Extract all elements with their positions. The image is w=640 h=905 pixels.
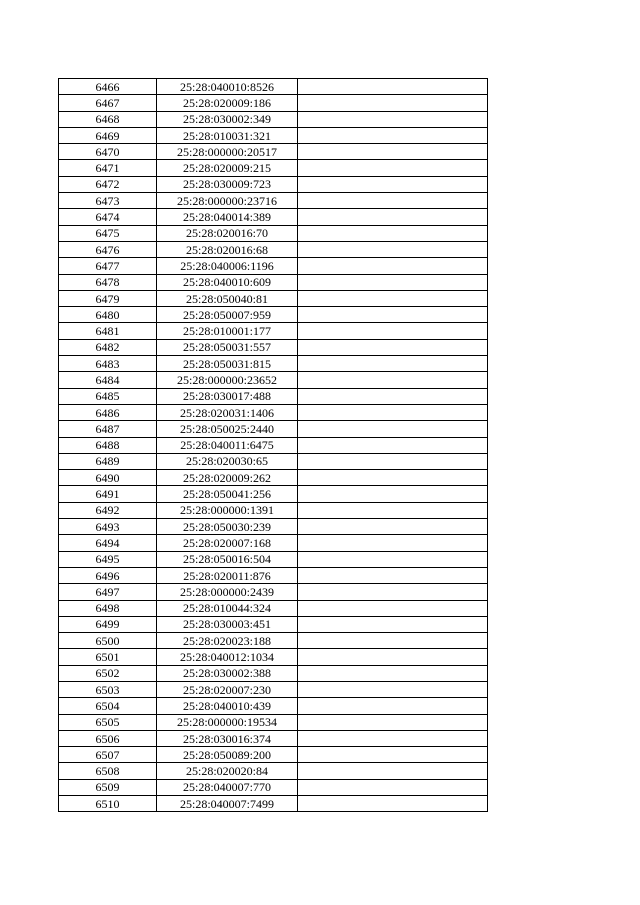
empty-cell bbox=[298, 193, 488, 209]
row-number-cell: 6477 bbox=[59, 258, 157, 274]
empty-cell bbox=[298, 241, 488, 257]
empty-cell bbox=[298, 698, 488, 714]
row-number-cell: 6495 bbox=[59, 551, 157, 567]
table-row bbox=[59, 584, 488, 600]
row-number-cell: 6489 bbox=[59, 453, 157, 469]
empty-cell bbox=[298, 404, 488, 420]
cadastral-number-cell: 25:28:040010:609 bbox=[157, 274, 298, 290]
table-row bbox=[59, 665, 488, 681]
table-row bbox=[59, 339, 488, 355]
table-row bbox=[59, 600, 488, 616]
cadastral-number-cell: 25:28:000000:20517 bbox=[157, 144, 298, 160]
row-number-cell: 6503 bbox=[59, 681, 157, 697]
empty-cell bbox=[298, 372, 488, 388]
empty-cell bbox=[298, 225, 488, 241]
cadastral-number-cell: 25:28:000000:2439 bbox=[157, 584, 298, 600]
row-number-cell: 6508 bbox=[59, 763, 157, 779]
cadastral-number-cell: 25:28:020030:65 bbox=[157, 453, 298, 469]
row-number-cell: 6486 bbox=[59, 404, 157, 420]
cadastral-number-cell: 25:28:040011:6475 bbox=[157, 437, 298, 453]
table-row bbox=[59, 779, 488, 795]
cadastral-number-cell: 25:28:030017:488 bbox=[157, 388, 298, 404]
empty-cell bbox=[298, 502, 488, 518]
empty-cell bbox=[298, 681, 488, 697]
cadastral-number-cell: 25:28:020016:68 bbox=[157, 241, 298, 257]
row-number-cell: 6492 bbox=[59, 502, 157, 518]
cadastral-number-cell: 25:28:020009:262 bbox=[157, 470, 298, 486]
cadastral-number-cell: 25:28:020031:1406 bbox=[157, 404, 298, 420]
cadastral-number-cell: 25:28:030016:374 bbox=[157, 730, 298, 746]
cadastral-number-cell: 25:28:000000:1391 bbox=[157, 502, 298, 518]
row-number-cell: 6480 bbox=[59, 307, 157, 323]
row-number-cell: 6493 bbox=[59, 519, 157, 535]
row-number-cell: 6510 bbox=[59, 796, 157, 812]
cadastral-number-cell: 25:28:050025:2440 bbox=[157, 421, 298, 437]
table-row bbox=[59, 714, 488, 730]
table-row bbox=[59, 567, 488, 583]
empty-cell bbox=[298, 665, 488, 681]
empty-cell bbox=[298, 453, 488, 469]
table-body bbox=[59, 79, 488, 812]
cadastral-number-cell: 25:28:050031:557 bbox=[157, 339, 298, 355]
cadastral-number-cell: 25:28:050007:959 bbox=[157, 307, 298, 323]
empty-cell bbox=[298, 307, 488, 323]
row-number-cell: 6497 bbox=[59, 584, 157, 600]
table-row bbox=[59, 649, 488, 665]
row-number-cell: 6484 bbox=[59, 372, 157, 388]
cadastral-number-cell: 25:28:030009:723 bbox=[157, 176, 298, 192]
cadastral-number-cell: 25:28:020007:168 bbox=[157, 535, 298, 551]
table-row bbox=[59, 502, 488, 518]
table-row bbox=[59, 225, 488, 241]
empty-cell bbox=[298, 339, 488, 355]
empty-cell bbox=[298, 567, 488, 583]
cadastral-number-cell: 25:28:010031:321 bbox=[157, 127, 298, 143]
table-row bbox=[59, 176, 488, 192]
cadastral-number-cell: 25:28:010044:324 bbox=[157, 600, 298, 616]
empty-cell bbox=[298, 127, 488, 143]
empty-cell bbox=[298, 763, 488, 779]
table-row bbox=[59, 193, 488, 209]
cadastral-number-cell: 25:28:050040:81 bbox=[157, 290, 298, 306]
cadastral-number-cell: 25:28:050016:504 bbox=[157, 551, 298, 567]
cadastral-number-cell: 25:28:020009:215 bbox=[157, 160, 298, 176]
empty-cell bbox=[298, 356, 488, 372]
row-number-cell: 6467 bbox=[59, 95, 157, 111]
empty-cell bbox=[298, 209, 488, 225]
cadastral-number-cell: 25:28:030003:451 bbox=[157, 616, 298, 632]
empty-cell bbox=[298, 95, 488, 111]
table-row bbox=[59, 470, 488, 486]
table-row bbox=[59, 404, 488, 420]
table-row bbox=[59, 437, 488, 453]
row-number-cell: 6500 bbox=[59, 633, 157, 649]
row-number-cell: 6501 bbox=[59, 649, 157, 665]
row-number-cell: 6478 bbox=[59, 274, 157, 290]
row-number-cell: 6473 bbox=[59, 193, 157, 209]
empty-cell bbox=[298, 274, 488, 290]
row-number-cell: 6490 bbox=[59, 470, 157, 486]
empty-cell bbox=[298, 437, 488, 453]
row-number-cell: 6485 bbox=[59, 388, 157, 404]
cadastral-number-cell: 25:28:030002:388 bbox=[157, 665, 298, 681]
cadastral-number-cell: 25:28:020009:186 bbox=[157, 95, 298, 111]
table-row bbox=[59, 519, 488, 535]
row-number-cell: 6494 bbox=[59, 535, 157, 551]
cadastral-number-cell: 25:28:020016:70 bbox=[157, 225, 298, 241]
cadastral-number-cell: 25:28:000000:23716 bbox=[157, 193, 298, 209]
table-row bbox=[59, 730, 488, 746]
table-row bbox=[59, 160, 488, 176]
empty-cell bbox=[298, 714, 488, 730]
row-number-cell: 6470 bbox=[59, 144, 157, 160]
cadastral-number-cell: 25:28:050089:200 bbox=[157, 747, 298, 763]
row-number-cell: 6487 bbox=[59, 421, 157, 437]
row-number-cell: 6472 bbox=[59, 176, 157, 192]
row-number-cell: 6499 bbox=[59, 616, 157, 632]
empty-cell bbox=[298, 796, 488, 812]
table-row bbox=[59, 681, 488, 697]
cadastral-number-cell: 25:28:040010:8526 bbox=[157, 79, 298, 95]
table-row bbox=[59, 290, 488, 306]
row-number-cell: 6479 bbox=[59, 290, 157, 306]
table-row bbox=[59, 274, 488, 290]
empty-cell bbox=[298, 111, 488, 127]
empty-cell bbox=[298, 633, 488, 649]
table-row bbox=[59, 95, 488, 111]
table-row bbox=[59, 763, 488, 779]
row-number-cell: 6475 bbox=[59, 225, 157, 241]
cadastral-number-cell: 25:28:040007:7499 bbox=[157, 796, 298, 812]
row-number-cell: 6491 bbox=[59, 486, 157, 502]
row-number-cell: 6498 bbox=[59, 600, 157, 616]
table-row bbox=[59, 616, 488, 632]
row-number-cell: 6471 bbox=[59, 160, 157, 176]
empty-cell bbox=[298, 649, 488, 665]
table-row bbox=[59, 209, 488, 225]
cadastral-number-cell: 25:28:050031:815 bbox=[157, 356, 298, 372]
cadastral-number-cell: 25:28:040014:389 bbox=[157, 209, 298, 225]
table-row bbox=[59, 144, 488, 160]
cadastral-number-cell: 25:28:010001:177 bbox=[157, 323, 298, 339]
cadastral-number-cell: 25:28:040007:770 bbox=[157, 779, 298, 795]
row-number-cell: 6468 bbox=[59, 111, 157, 127]
table-row bbox=[59, 421, 488, 437]
row-number-cell: 6476 bbox=[59, 241, 157, 257]
empty-cell bbox=[298, 584, 488, 600]
cadastral-number-cell: 25:28:040012:1034 bbox=[157, 649, 298, 665]
empty-cell bbox=[298, 747, 488, 763]
table-row bbox=[59, 698, 488, 714]
empty-cell bbox=[298, 486, 488, 502]
empty-cell bbox=[298, 535, 488, 551]
empty-cell bbox=[298, 519, 488, 535]
table-row bbox=[59, 127, 488, 143]
row-number-cell: 6507 bbox=[59, 747, 157, 763]
table-row bbox=[59, 258, 488, 274]
cadastral-number-cell: 25:28:050041:256 bbox=[157, 486, 298, 502]
empty-cell bbox=[298, 551, 488, 567]
row-number-cell: 6506 bbox=[59, 730, 157, 746]
table-row bbox=[59, 633, 488, 649]
empty-cell bbox=[298, 144, 488, 160]
table-row bbox=[59, 307, 488, 323]
table-row bbox=[59, 388, 488, 404]
empty-cell bbox=[298, 421, 488, 437]
row-number-cell: 6482 bbox=[59, 339, 157, 355]
empty-cell bbox=[298, 730, 488, 746]
row-number-cell: 6509 bbox=[59, 779, 157, 795]
cadastral-number-cell: 25:28:020023:188 bbox=[157, 633, 298, 649]
table-row bbox=[59, 111, 488, 127]
row-number-cell: 6502 bbox=[59, 665, 157, 681]
empty-cell bbox=[298, 258, 488, 274]
empty-cell bbox=[298, 176, 488, 192]
table-row bbox=[59, 323, 488, 339]
cadastral-number-cell: 25:28:040010:439 bbox=[157, 698, 298, 714]
table-row bbox=[59, 241, 488, 257]
table-row bbox=[59, 486, 488, 502]
table-row bbox=[59, 356, 488, 372]
row-number-cell: 6488 bbox=[59, 437, 157, 453]
empty-cell bbox=[298, 323, 488, 339]
empty-cell bbox=[298, 779, 488, 795]
empty-cell bbox=[298, 600, 488, 616]
empty-cell bbox=[298, 160, 488, 176]
row-number-cell: 6466 bbox=[59, 79, 157, 95]
row-number-cell: 6481 bbox=[59, 323, 157, 339]
table-row bbox=[59, 79, 488, 95]
row-number-cell: 6474 bbox=[59, 209, 157, 225]
cadastral-number-cell: 25:28:020011:876 bbox=[157, 567, 298, 583]
table-row bbox=[59, 551, 488, 567]
cadastral-number-cell: 25:28:040006:1196 bbox=[157, 258, 298, 274]
cadastral-number-cell: 25:28:020020:84 bbox=[157, 763, 298, 779]
row-number-cell: 6469 bbox=[59, 127, 157, 143]
cadastral-number-cell: 25:28:000000:19534 bbox=[157, 714, 298, 730]
cadastral-number-cell: 25:28:030002:349 bbox=[157, 111, 298, 127]
table-row bbox=[59, 747, 488, 763]
cadastral-number-cell: 25:28:000000:23652 bbox=[157, 372, 298, 388]
table-row bbox=[59, 796, 488, 812]
table-row bbox=[59, 453, 488, 469]
empty-cell bbox=[298, 388, 488, 404]
row-number-cell: 6496 bbox=[59, 567, 157, 583]
empty-cell bbox=[298, 470, 488, 486]
table-row bbox=[59, 372, 488, 388]
cadastral-number-cell: 25:28:020007:230 bbox=[157, 681, 298, 697]
empty-cell bbox=[298, 290, 488, 306]
empty-cell bbox=[298, 616, 488, 632]
cadastral-table bbox=[58, 78, 488, 812]
table-row bbox=[59, 535, 488, 551]
row-number-cell: 6483 bbox=[59, 356, 157, 372]
row-number-cell: 6504 bbox=[59, 698, 157, 714]
empty-cell bbox=[298, 79, 488, 95]
cadastral-number-cell: 25:28:050030:239 bbox=[157, 519, 298, 535]
row-number-cell: 6505 bbox=[59, 714, 157, 730]
